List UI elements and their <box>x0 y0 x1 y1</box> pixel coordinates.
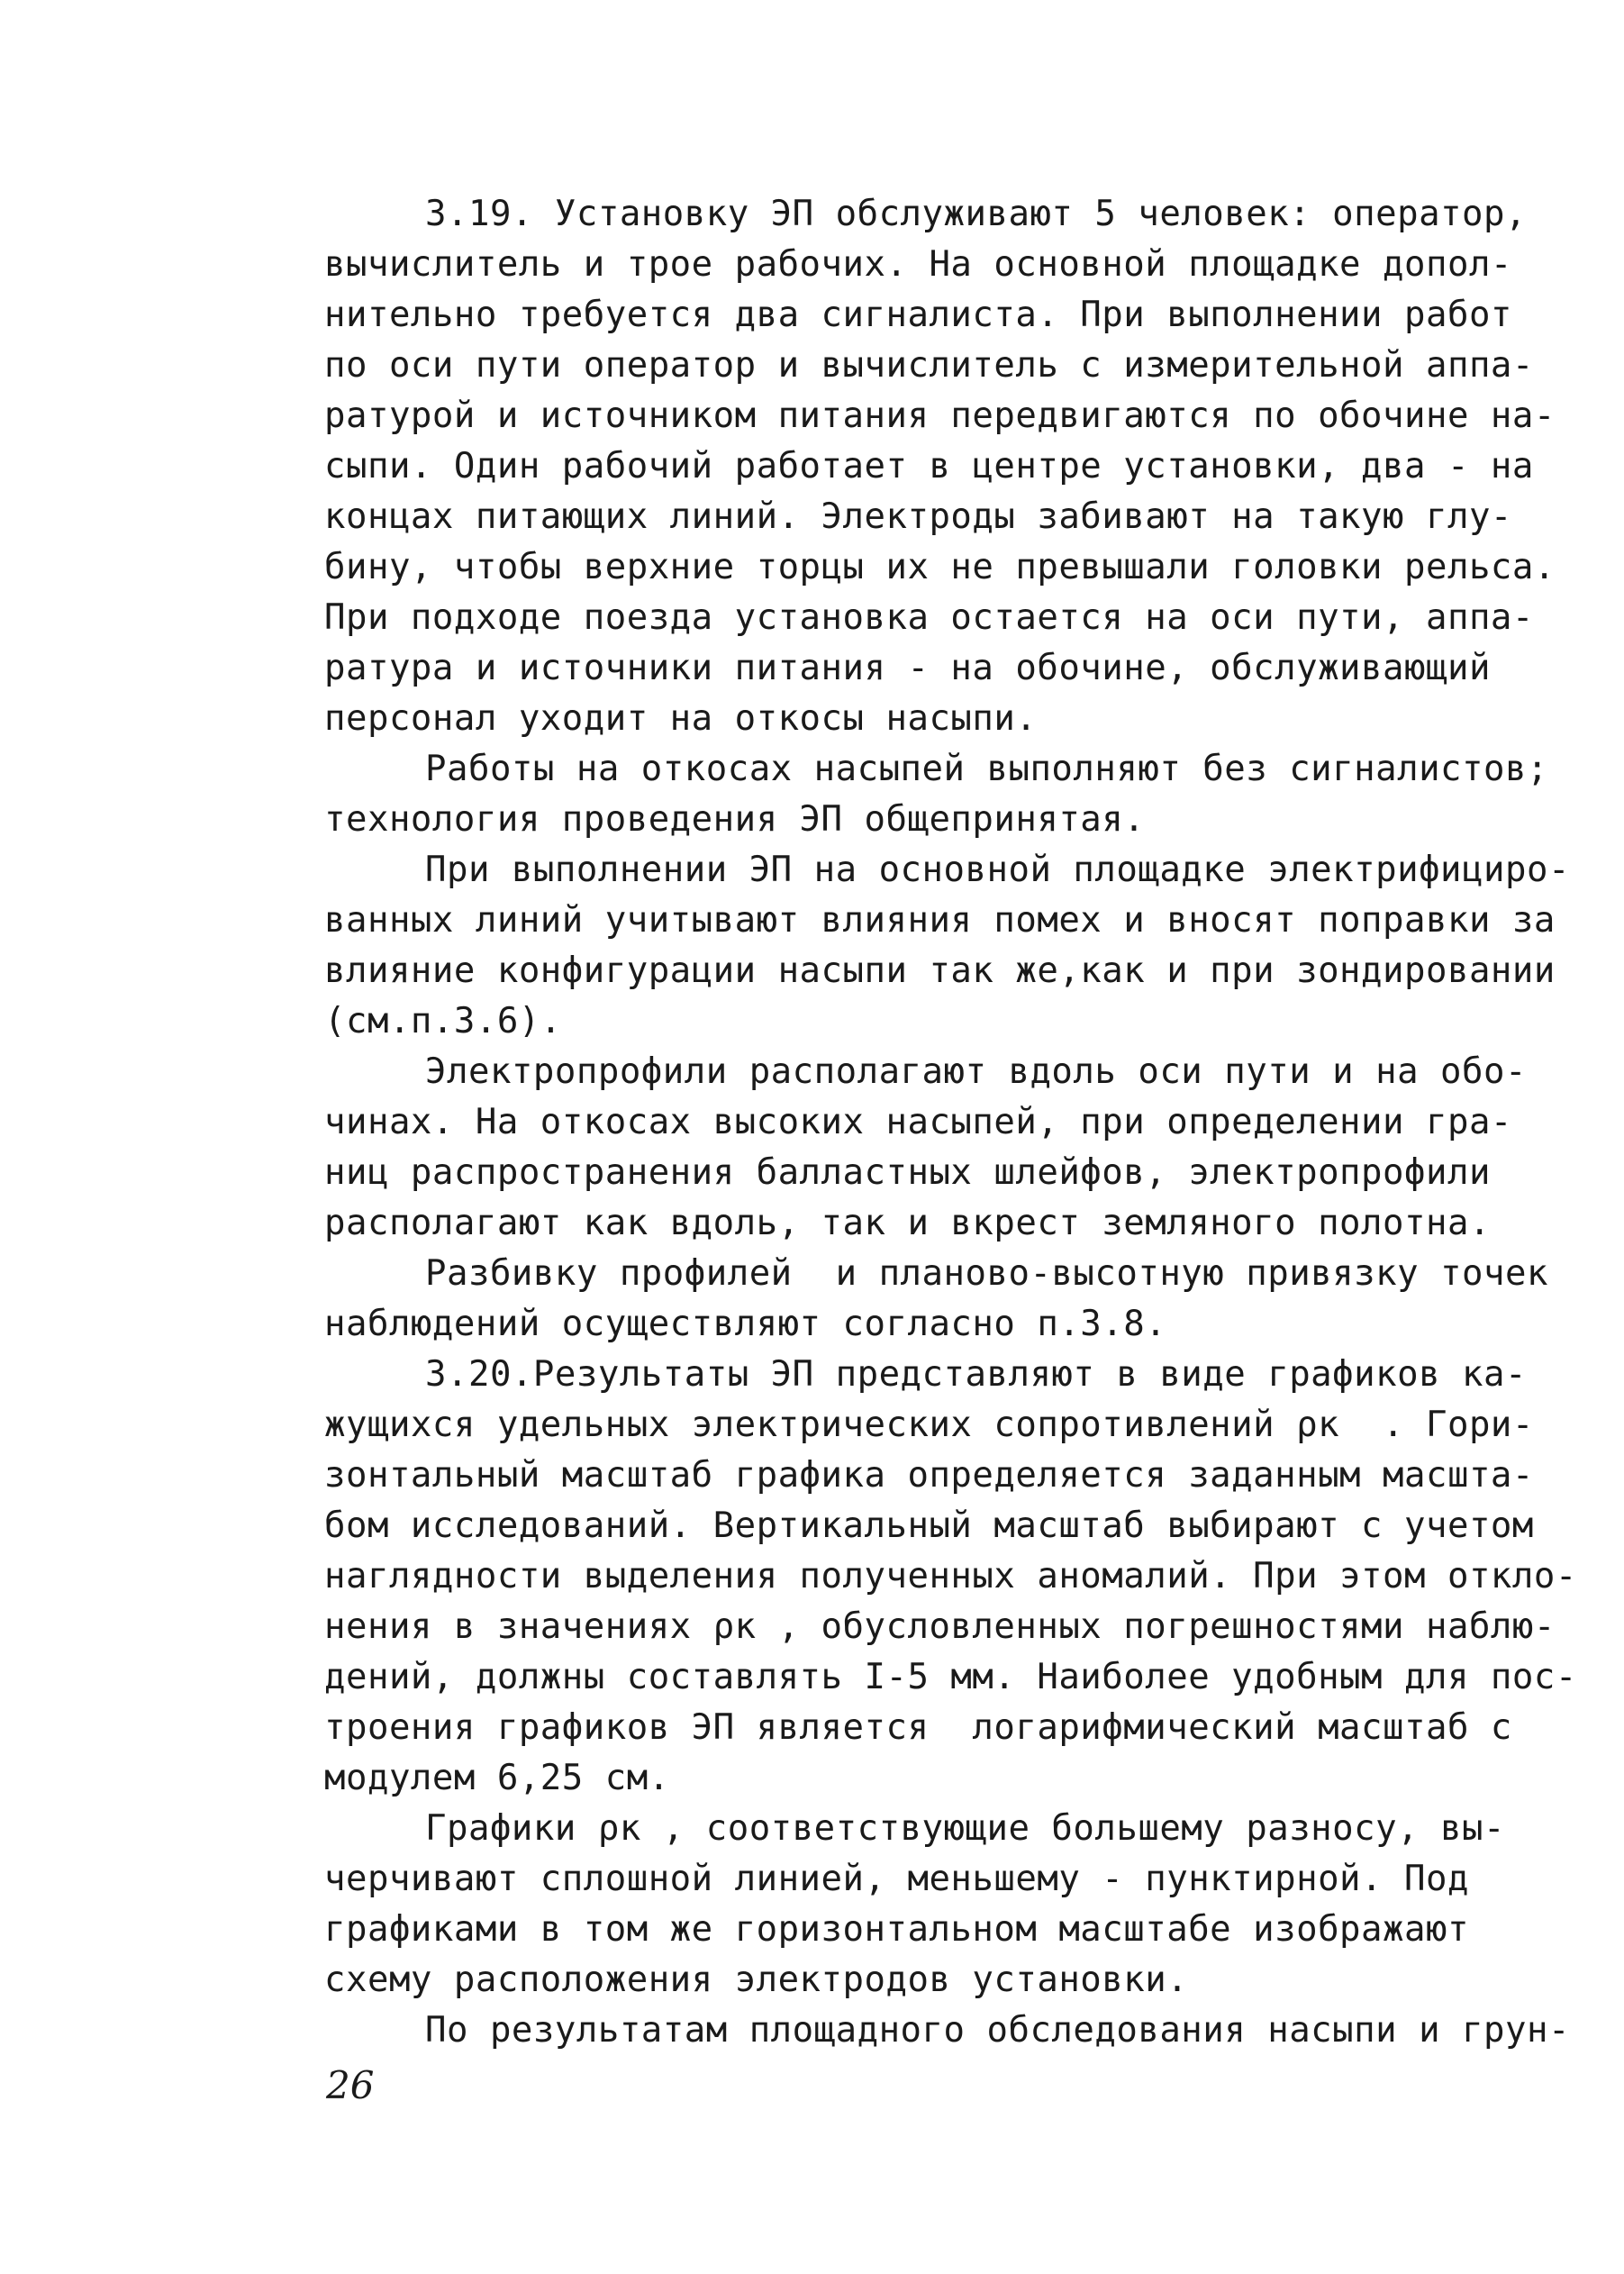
text-line: Работы на откосах насыпей выполняют без сигналистов; <box>425 749 1548 789</box>
text-line: черчивают сплошной линией, меньшему - пунктирной. Под <box>324 1859 1469 1899</box>
text-line: вычислитель и трое рабочих. На основной площадке допол- <box>324 244 1512 285</box>
page-number: 26 <box>326 2063 375 2107</box>
text-line: По результатам площадного обследования насыпи и грун- <box>425 2010 1570 2051</box>
text-line: троения графиков ЭП является логарифмический масштаб с <box>324 1707 1512 1748</box>
text-line: 3.19. Установку ЭП обслуживают 5 человек: оператор, <box>425 194 1527 234</box>
text-line: бину, чтобы верхние торцы их не превышали головки рельса. <box>324 547 1556 587</box>
text-line: ванных линий учитывают влияния помех и вносят поправки за <box>324 900 1556 941</box>
text-line: наглядности выделения полученных аномалий. При этом откло- <box>324 1556 1577 1596</box>
text-line: персонал уходит на откосы насыпи. <box>324 698 1038 739</box>
text-line: располагают как вдоль, так и вкрест земляного полотна. <box>324 1203 1491 1243</box>
text-line: чинах. На откосах высоких насыпей, при определении гра- <box>324 1102 1512 1142</box>
text-line: ратура и источники питания - на обочине, обслуживающий <box>324 648 1491 688</box>
text-line: концах питающих линий. Электроды забивают на такую глу- <box>324 496 1512 537</box>
text-line: зонтальный масштаб графика определяется заданным масшта- <box>324 1455 1534 1496</box>
text-line: сыпи. Один рабочий работает в центре установки, два - на <box>324 446 1534 487</box>
text-line: нительно требуется два сигналиста. При выполнении работ <box>324 295 1512 335</box>
text-line: (см.п.3.6). <box>324 1001 562 1041</box>
text-line: графиками в том же горизонтальном масштабе изображают <box>324 1909 1469 1950</box>
text-line: схему расположения электродов установки. <box>324 1960 1189 2000</box>
text-line: Графики ρк , соответствующие большему разносу, вы- <box>425 1808 1505 1849</box>
text-line: жущихся удельных электрических сопротивлений ρк . Гори- <box>324 1405 1534 1445</box>
text-line: влияние конфигурации насыпи так же,как и при зондировании <box>324 951 1556 991</box>
text-line: дений, должны составлять I-5 мм. Наиболее удобным для пос- <box>324 1657 1577 1697</box>
text-line: бом исследований. Вертикальный масштаб выбирают с учетом <box>324 1505 1534 1546</box>
text-line: Электропрофили располагают вдоль оси пути и на обо- <box>425 1051 1527 1092</box>
text-line: При подходе поезда установка остается на оси пути, аппа- <box>324 597 1534 638</box>
text-line: нения в значениях ρк , обусловленных погрешностями наблю- <box>324 1606 1556 1647</box>
text-line: 3.20.Результаты ЭП представляют в виде графиков ка- <box>425 1354 1527 1395</box>
text-line: При выполнении ЭП на основной площадке электрифициро- <box>425 850 1570 890</box>
text-line: ниц распространения балластных шлейфов, электропрофили <box>324 1152 1491 1193</box>
text-line: ратурой и источником питания передвигаются по обочине на- <box>324 396 1556 436</box>
text-line: технология проведения ЭП общепринятая. <box>324 799 1146 840</box>
text-line: по оси пути оператор и вычислитель с измерительной аппа- <box>324 345 1534 386</box>
text-line: наблюдений осуществляют согласно п.3.8. <box>324 1304 1167 1344</box>
text-line: Разбивку профилей и планово-высотную привязку точек <box>425 1253 1548 1294</box>
text-line: модулем 6,25 см. <box>324 1758 670 1798</box>
